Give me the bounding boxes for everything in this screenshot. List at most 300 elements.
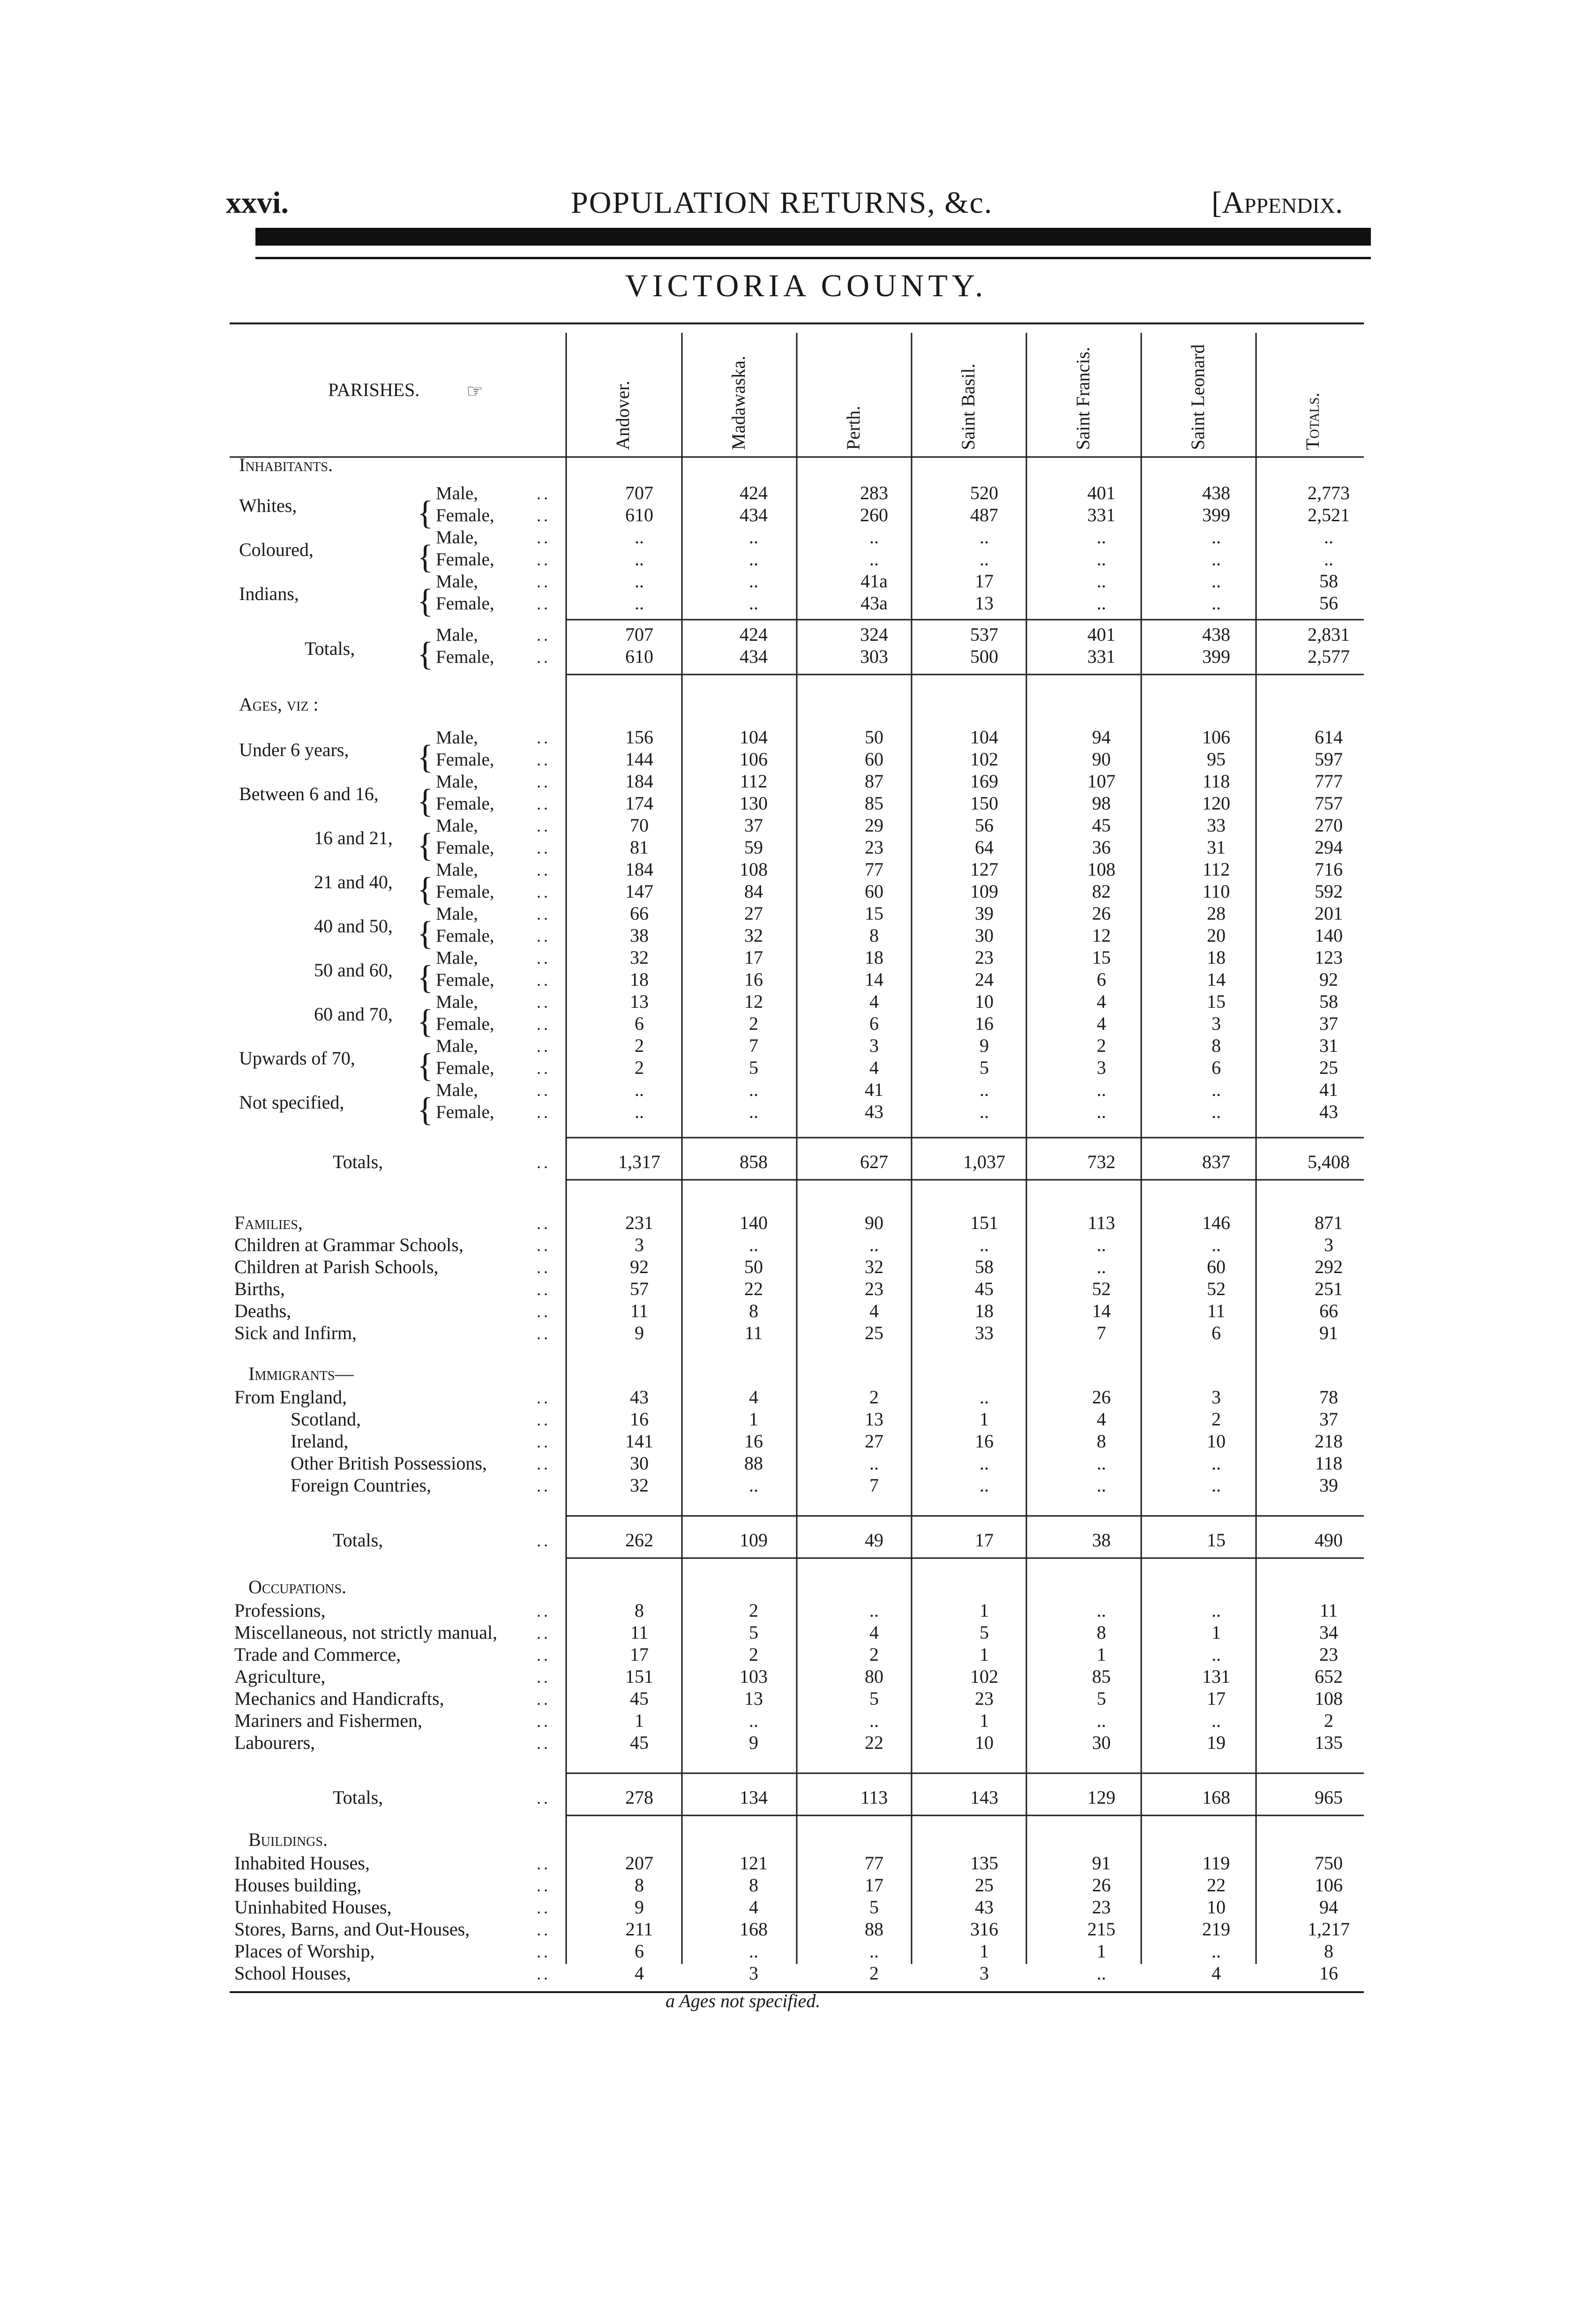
whites-row-female-cell-1: 434 — [740, 504, 768, 525]
under6-row-female-label: Female, — [436, 750, 494, 770]
coloured-row-male-cell-3: .. — [980, 526, 989, 547]
not-specified-row-female-cell-3: .. — [980, 1101, 989, 1122]
professions-row-cell-3: 1 — [980, 1600, 989, 1621]
not-specified-row-female-cell-2: 43 — [865, 1101, 883, 1122]
ages40-50-row-male-cell-6: 201 — [1315, 903, 1343, 924]
ages21-40-row-male-cell-6: 716 — [1315, 859, 1343, 880]
under6-row-male-dots: .. — [537, 728, 551, 747]
coloured-row-female-cell-4: .. — [1097, 548, 1106, 570]
ages40-50-row-male-cell-4: 26 — [1092, 903, 1111, 924]
ages60-70-row-female-cell-1: 2 — [749, 1013, 758, 1034]
section-inhabitants: Inhabitants. — [239, 454, 333, 475]
section-occupations: Occupations. — [248, 1576, 347, 1597]
building-row-cell-6: 106 — [1315, 1874, 1343, 1896]
trade-row-cell-6: 23 — [1319, 1644, 1338, 1665]
indians-row-brace: { — [417, 582, 434, 620]
ages40-50-row-female-cell-6: 140 — [1315, 925, 1343, 946]
misc-row-cell-3: 5 — [980, 1622, 989, 1643]
ages60-70-row-brace: { — [417, 1003, 434, 1040]
coloured-row-female-cell-0: .. — [635, 548, 644, 570]
ages60-70-row-female-cell-2: 6 — [869, 1013, 879, 1034]
under6-row-female-cell-1: 106 — [740, 749, 768, 770]
not-specified-row-male-cell-6: 41 — [1319, 1079, 1338, 1100]
sick-row-cell-0: 9 — [635, 1322, 644, 1343]
misc-row-cell-6: 34 — [1319, 1622, 1338, 1643]
inhabited-row-cell-6: 750 — [1315, 1852, 1343, 1874]
stores-row-cell-3: 316 — [970, 1919, 998, 1940]
agriculture-row-label: Agriculture, — [234, 1666, 326, 1687]
county-title: VICTORIA COUNTY. — [625, 268, 987, 303]
upwards70-row-male-cell-4: 2 — [1097, 1035, 1106, 1056]
occupations-totals-cell-0: 278 — [625, 1787, 653, 1808]
inhabitants-totals-male-cell-3: 537 — [970, 624, 998, 645]
upwards70-row-male-cell-2: 3 — [869, 1035, 879, 1056]
ages60-70-row-female-cell-6: 37 — [1319, 1013, 1338, 1034]
coloured-row-female-cell-6: .. — [1324, 548, 1333, 570]
inhabitants-totals-female-cell-1: 434 — [740, 646, 768, 667]
ages-totals-cell-1: 858 — [740, 1151, 768, 1172]
whites-row-male-cell-1: 424 — [740, 482, 768, 503]
not-specified-row-female-cell-0: .. — [635, 1101, 644, 1122]
ireland-row-dots: .. — [537, 1432, 551, 1451]
england-row-dots: .. — [537, 1388, 551, 1407]
under6-row-male-cell-5: 106 — [1202, 727, 1230, 748]
ages21-40-row-male-dots: .. — [537, 861, 551, 879]
sick-row-label: Sick and Infirm, — [234, 1322, 357, 1343]
ages50-60-row-male-cell-3: 23 — [975, 947, 994, 968]
not-specified-row-male-cell-5: .. — [1212, 1079, 1221, 1100]
indians-row-male-cell-1: .. — [749, 570, 758, 592]
mariners-row-cell-0: 1 — [635, 1710, 644, 1731]
agriculture-row-cell-6: 652 — [1315, 1666, 1343, 1687]
column-heading-1: Madawaska. — [728, 355, 749, 450]
foreign-row-label: Foreign Countries, — [291, 1475, 431, 1496]
occupations-totals-cell-6: 965 — [1315, 1787, 1343, 1808]
worship-row-cell-3: 1 — [980, 1941, 989, 1962]
professions-row-cell-6: 11 — [1319, 1600, 1338, 1621]
parish-row-cell-5: 60 — [1207, 1256, 1226, 1277]
column-heading-2: Perth. — [843, 405, 864, 450]
misc-row-dots: .. — [537, 1624, 551, 1642]
agriculture-row-cell-3: 102 — [970, 1666, 998, 1687]
between6-16-row-male-cell-1: 112 — [740, 771, 768, 792]
building-row-label: Houses building, — [234, 1874, 362, 1896]
upwards70-row-female-cell-4: 3 — [1097, 1057, 1106, 1078]
between6-16-row-female-cell-6: 757 — [1315, 793, 1343, 814]
header-rule-thin — [255, 257, 1371, 259]
inhabitants-totals-male-label: Male, — [436, 625, 478, 645]
professions-row-label: Professions, — [234, 1600, 326, 1621]
families-row-cell-1: 140 — [740, 1212, 768, 1233]
ages50-60-row-female-label: Female, — [436, 970, 494, 990]
foreign-row-cell-1: .. — [749, 1475, 758, 1496]
indians-row-male-cell-3: 17 — [975, 570, 994, 592]
school-row-dots: .. — [537, 1964, 551, 1983]
indians-row-female-cell-0: .. — [635, 592, 644, 614]
under6-row-male-cell-6: 614 — [1315, 727, 1343, 748]
deaths-row-cell-6: 66 — [1319, 1300, 1338, 1321]
coloured-row-female-cell-3: .. — [980, 548, 989, 570]
worship-row-label: Places of Worship, — [234, 1941, 375, 1962]
immigrants-totals-cell-2: 49 — [865, 1529, 883, 1551]
agriculture-row-cell-1: 103 — [740, 1666, 768, 1687]
other-british-row-label: Other British Possessions, — [291, 1453, 487, 1474]
parish-row-cell-0: 92 — [630, 1256, 649, 1277]
ages-totals-cell-6: 5,408 — [1308, 1151, 1350, 1172]
indians-row-female-cell-4: .. — [1097, 592, 1106, 614]
births-row-cell-2: 23 — [865, 1278, 883, 1299]
page-number: xxvi. — [226, 186, 289, 220]
column-heading-3: Saint Basil. — [958, 363, 979, 450]
inhabitants-totals-male-cell-5: 438 — [1202, 624, 1230, 645]
mariners-row-cell-5: .. — [1212, 1710, 1221, 1731]
foreign-row-cell-6: 39 — [1319, 1475, 1338, 1496]
ages16-21-row-female-cell-5: 31 — [1207, 837, 1226, 858]
ages16-21-row-brace: { — [417, 826, 434, 864]
coloured-row-label: Coloured, — [239, 539, 314, 560]
inhabited-row-cell-2: 77 — [865, 1852, 883, 1874]
ages21-40-row-brace: { — [417, 870, 434, 908]
ages21-40-row-male-cell-3: 127 — [970, 859, 998, 880]
immigrants-totals-dots: .. — [537, 1531, 551, 1550]
under6-row-male-cell-3: 104 — [970, 727, 998, 748]
ages40-50-row-male-cell-0: 66 — [630, 903, 649, 924]
worship-row-cell-1: .. — [749, 1941, 758, 1962]
coloured-row-male-dots: .. — [537, 528, 551, 547]
ages50-60-row-female-cell-4: 6 — [1097, 969, 1106, 990]
scotland-row-cell-5: 2 — [1212, 1409, 1221, 1430]
ages-totals-cell-4: 732 — [1087, 1151, 1115, 1172]
ages21-40-row-female-cell-2: 60 — [865, 881, 883, 902]
under6-row-female-cell-4: 90 — [1092, 749, 1111, 770]
upwards70-row-female-cell-3: 5 — [980, 1057, 989, 1078]
labourers-row-cell-2: 22 — [865, 1732, 883, 1753]
ages21-40-row-female-label: Female, — [436, 882, 494, 902]
inhabited-row-cell-5: 119 — [1202, 1852, 1230, 1874]
worship-row-cell-4: 1 — [1097, 1941, 1106, 1962]
other-british-row-cell-3: .. — [980, 1453, 989, 1474]
not-specified-row-label: Not specified, — [239, 1092, 344, 1113]
ages60-70-row-female-cell-3: 16 — [975, 1013, 994, 1034]
ages60-70-row-female-cell-0: 6 — [635, 1013, 644, 1034]
misc-row-cell-0: 11 — [630, 1622, 649, 1643]
ages40-50-row-male-dots: .. — [537, 905, 551, 923]
sick-row-cell-1: 11 — [744, 1322, 763, 1343]
ages21-40-row-label: 21 and 40, — [314, 871, 393, 892]
ages60-70-row-male-cell-5: 15 — [1207, 991, 1226, 1012]
ages40-50-row-female-cell-5: 20 — [1207, 925, 1226, 946]
column-heading-6: Totals. — [1302, 392, 1323, 450]
whites-row-female-cell-2: 260 — [860, 504, 888, 525]
mechanics-row-cell-1: 13 — [744, 1688, 763, 1709]
ages16-21-row-female-cell-4: 36 — [1092, 837, 1111, 858]
appendix-label: [Appendix. — [1212, 186, 1343, 220]
occupations-totals-cell-2: 113 — [860, 1787, 888, 1808]
mechanics-row-cell-4: 5 — [1097, 1688, 1106, 1709]
ages40-50-row-male-cell-1: 27 — [744, 903, 763, 924]
ages21-40-row-female-cell-5: 110 — [1202, 881, 1230, 902]
immigrants-totals-cell-4: 38 — [1092, 1529, 1111, 1551]
whites-row-female-cell-6: 2,521 — [1308, 504, 1350, 525]
worship-row-cell-6: 8 — [1324, 1941, 1333, 1962]
births-row-dots: .. — [537, 1280, 551, 1299]
upwards70-row-female-cell-5: 6 — [1212, 1057, 1221, 1078]
building-row-dots: .. — [537, 1876, 551, 1895]
indians-row-male-dots: .. — [537, 572, 551, 591]
scotland-row-cell-4: 4 — [1097, 1409, 1106, 1430]
sick-row-cell-4: 7 — [1097, 1322, 1106, 1343]
scotland-row-label: Scotland, — [291, 1409, 361, 1430]
whites-row-male-label: Male, — [436, 483, 478, 503]
under6-row-female-dots: .. — [537, 750, 551, 769]
coloured-row-female-cell-2: .. — [869, 548, 879, 570]
ireland-row-cell-5: 10 — [1207, 1431, 1226, 1452]
trade-row-cell-1: 2 — [749, 1644, 758, 1665]
families-label: Families, — [234, 1212, 303, 1233]
building-row-cell-4: 26 — [1092, 1874, 1111, 1896]
occupations-totals-cell-3: 143 — [970, 1787, 998, 1808]
grammar-row-cell-4: .. — [1097, 1234, 1106, 1255]
mechanics-row-label: Mechanics and Handicrafts, — [234, 1688, 444, 1709]
other-british-row-cell-5: .. — [1212, 1453, 1221, 1474]
ages21-40-row-female-cell-6: 592 — [1315, 881, 1343, 902]
running-title: POPULATION RETURNS, &c. — [571, 186, 993, 220]
between6-16-row-female-dots: .. — [537, 795, 551, 813]
column-heading-4: Saint Francis. — [1072, 347, 1093, 450]
labourers-row-cell-6: 135 — [1315, 1732, 1343, 1753]
inhabitants-totals-male-cell-2: 324 — [860, 624, 888, 645]
uninhabited-row-cell-3: 43 — [975, 1897, 994, 1918]
ages50-60-row-male-cell-0: 32 — [630, 947, 649, 968]
coloured-row-male-label: Male, — [436, 527, 478, 547]
ages40-50-row-female-cell-0: 38 — [630, 925, 649, 946]
inhabitants-totals-male-cell-6: 2,831 — [1308, 624, 1350, 645]
mechanics-row-dots: .. — [537, 1690, 551, 1709]
immigrants-totals-cell-1: 109 — [740, 1529, 768, 1551]
sick-row-cell-6: 91 — [1319, 1322, 1338, 1343]
england-row-cell-0: 43 — [630, 1387, 649, 1408]
indians-row-female-cell-1: .. — [749, 592, 758, 614]
scotland-row-cell-0: 16 — [630, 1409, 649, 1430]
england-row-cell-1: 4 — [749, 1387, 758, 1408]
mariners-row-cell-2: .. — [869, 1710, 879, 1731]
trade-row-cell-0: 17 — [630, 1644, 649, 1665]
coloured-row-female-cell-1: .. — [749, 548, 758, 570]
ages40-50-row-female-cell-4: 12 — [1092, 925, 1111, 946]
foreign-row-cell-0: 32 — [630, 1475, 649, 1496]
ages50-60-row-female-dots: .. — [537, 971, 551, 990]
building-row-cell-2: 17 — [865, 1874, 883, 1896]
school-row-cell-6: 16 — [1319, 1963, 1338, 1984]
ireland-row-cell-2: 27 — [865, 1431, 883, 1452]
uninhabited-row-dots: .. — [537, 1898, 551, 1917]
indians-row-male-cell-6: 58 — [1319, 570, 1338, 592]
ireland-row-cell-4: 8 — [1097, 1431, 1106, 1452]
immigrants-totals-cell-5: 15 — [1207, 1529, 1226, 1551]
ages-totals-cell-3: 1,037 — [963, 1151, 1005, 1172]
footnote-text: a Ages not specified. — [666, 1990, 821, 2011]
upwards70-row-label: Upwards of 70, — [239, 1048, 355, 1069]
grammar-row-cell-1: .. — [749, 1234, 758, 1255]
grammar-row-cell-0: 3 — [635, 1234, 644, 1255]
mariners-row-dots: .. — [537, 1712, 551, 1731]
families-row-cell-3: 151 — [970, 1212, 998, 1233]
mechanics-row-cell-6: 108 — [1315, 1688, 1343, 1709]
not-specified-row-male-cell-0: .. — [635, 1079, 644, 1100]
labourers-row-dots: .. — [537, 1734, 551, 1753]
indians-row-female-cell-3: 13 — [975, 592, 994, 614]
ages40-50-row-female-label: Female, — [436, 926, 494, 946]
coloured-row-male-cell-6: .. — [1324, 526, 1333, 547]
indians-row-male-cell-2: 41a — [860, 570, 888, 592]
mariners-row-cell-6: 2 — [1324, 1710, 1333, 1731]
upwards70-row-male-cell-5: 8 — [1212, 1035, 1221, 1056]
between6-16-row-male-cell-5: 118 — [1202, 771, 1230, 792]
inhabited-row-cell-0: 207 — [625, 1852, 653, 1874]
foreign-row-cell-4: .. — [1097, 1475, 1106, 1496]
ages50-60-row-male-cell-6: 123 — [1315, 947, 1343, 968]
ages50-60-row-female-cell-6: 92 — [1319, 969, 1338, 990]
not-specified-row-female-label: Female, — [436, 1102, 494, 1122]
ages21-40-row-female-cell-0: 147 — [625, 881, 653, 902]
ages40-50-row-male-label: Male, — [436, 904, 478, 924]
between6-16-row-male-cell-6: 777 — [1315, 771, 1343, 792]
ages40-50-row-female-cell-1: 32 — [744, 925, 763, 946]
sick-row-cell-5: 6 — [1212, 1322, 1221, 1343]
upwards70-row-brace: { — [417, 1047, 434, 1084]
coloured-row-male-cell-1: .. — [749, 526, 758, 547]
stores-row-cell-2: 88 — [865, 1919, 883, 1940]
ages16-21-row-male-dots: .. — [537, 817, 551, 835]
other-british-row-cell-6: 118 — [1315, 1453, 1343, 1474]
ages40-50-row-female-cell-3: 30 — [975, 925, 994, 946]
worship-row-cell-2: .. — [869, 1941, 879, 1962]
misc-row-cell-5: 1 — [1212, 1622, 1221, 1643]
trade-row-cell-2: 2 — [869, 1644, 879, 1665]
indians-row-male-label: Male, — [436, 571, 478, 592]
whites-row-female-cell-0: 610 — [625, 504, 653, 525]
whites-row-male-cell-3: 520 — [970, 482, 998, 503]
ages60-70-row-male-cell-0: 13 — [630, 991, 649, 1012]
school-row-cell-1: 3 — [749, 1963, 758, 1984]
foreign-row-cell-3: .. — [980, 1475, 989, 1496]
whites-row-male-dots: .. — [537, 484, 551, 503]
inhabitants-totals-label: Totals, — [305, 638, 355, 659]
ages16-21-row-female-label: Female, — [436, 838, 494, 858]
deaths-row-cell-4: 14 — [1092, 1300, 1111, 1321]
section-buildings: Buildings. — [248, 1829, 328, 1850]
ages-totals-cell-0: 1,317 — [618, 1151, 660, 1172]
trade-row-dots: .. — [537, 1646, 551, 1664]
school-row-cell-2: 2 — [869, 1963, 879, 1984]
between6-16-row-female-cell-5: 120 — [1202, 793, 1230, 814]
ages16-21-row-male-cell-5: 33 — [1207, 815, 1226, 836]
inhabitants-totals-female-dots: .. — [537, 648, 551, 667]
labourers-row-cell-1: 9 — [749, 1732, 758, 1753]
building-row-cell-5: 22 — [1207, 1874, 1226, 1896]
ages21-40-row-female-cell-3: 109 — [970, 881, 998, 902]
coloured-row-male-cell-2: .. — [869, 526, 879, 547]
other-british-row-cell-4: .. — [1097, 1453, 1106, 1474]
england-row-cell-2: 2 — [869, 1387, 879, 1408]
upwards70-row-female-cell-1: 5 — [749, 1057, 758, 1078]
other-british-row-cell-2: .. — [869, 1453, 879, 1474]
ages16-21-row-label: 16 and 21, — [314, 827, 393, 848]
under6-row-male-label: Male, — [436, 727, 478, 748]
population-table-area — [230, 305, 1364, 1984]
between6-16-row-male-cell-0: 184 — [625, 771, 653, 792]
grammar-row-cell-2: .. — [869, 1234, 879, 1255]
professions-row-cell-5: .. — [1212, 1600, 1221, 1621]
ages60-70-row-female-cell-5: 3 — [1212, 1013, 1221, 1034]
between6-16-row-male-cell-3: 169 — [970, 771, 998, 792]
foreign-row-cell-5: .. — [1212, 1475, 1221, 1496]
mariners-row-label: Mariners and Fishermen, — [234, 1710, 423, 1731]
deaths-row-dots: .. — [537, 1302, 551, 1321]
ireland-row-cell-1: 16 — [744, 1431, 763, 1452]
inhabitants-totals-female-cell-5: 399 — [1202, 646, 1230, 667]
section-immigrants: Immigrants— — [248, 1363, 354, 1384]
not-specified-row-male-cell-2: 41 — [865, 1079, 883, 1100]
inhabitants-totals-female-label: Female, — [436, 647, 494, 667]
whites-row-female-cell-4: 331 — [1087, 504, 1115, 525]
whites-row-male-cell-5: 438 — [1202, 482, 1230, 503]
sick-row-cell-3: 33 — [975, 1322, 994, 1343]
pointing-hand-icon: ☞ — [466, 381, 483, 402]
uninhabited-row-cell-0: 9 — [635, 1897, 644, 1918]
not-specified-row-female-cell-6: 43 — [1319, 1101, 1338, 1122]
grammar-row-cell-5: .. — [1212, 1234, 1221, 1255]
stores-row-label: Stores, Barns, and Out-Houses, — [234, 1919, 470, 1940]
upwards70-row-male-label: Male, — [436, 1036, 478, 1056]
occupations-totals-cell-1: 134 — [740, 1787, 768, 1808]
indians-row-male-cell-5: .. — [1212, 570, 1221, 592]
immigrants-totals-cell-0: 262 — [625, 1529, 653, 1551]
building-row-cell-1: 8 — [749, 1874, 758, 1896]
between6-16-row-female-cell-4: 98 — [1092, 793, 1111, 814]
upwards70-row-male-cell-0: 2 — [635, 1035, 644, 1056]
labourers-row-label: Labourers, — [234, 1732, 315, 1753]
ages21-40-row-male-cell-2: 77 — [865, 859, 883, 880]
upwards70-row-male-cell-1: 7 — [749, 1035, 758, 1056]
uninhabited-row-cell-4: 23 — [1092, 1897, 1111, 1918]
misc-row-cell-2: 4 — [869, 1622, 879, 1643]
professions-row-dots: .. — [537, 1602, 551, 1620]
inhabitants-totals-male-cell-0: 707 — [625, 624, 653, 645]
between6-16-row-male-label: Male, — [436, 772, 478, 792]
foreign-row-cell-2: 7 — [869, 1475, 879, 1496]
inhabitants-totals-female-cell-4: 331 — [1087, 646, 1115, 667]
ages50-60-row-male-cell-4: 15 — [1092, 947, 1111, 968]
other-british-row-cell-1: 88 — [744, 1453, 763, 1474]
ages16-21-row-male-cell-1: 37 — [744, 815, 763, 836]
ages16-21-row-female-cell-2: 23 — [865, 837, 883, 858]
building-row-cell-3: 25 — [975, 1874, 994, 1896]
grammar-row-label: Children at Grammar Schools, — [234, 1234, 464, 1255]
indians-row-female-cell-6: 56 — [1319, 592, 1338, 614]
under6-row-male-cell-1: 104 — [740, 727, 768, 748]
inhabited-row-cell-1: 121 — [740, 1852, 768, 1874]
ages16-21-row-male-cell-6: 270 — [1315, 815, 1343, 836]
not-specified-row-female-cell-5: .. — [1212, 1101, 1221, 1122]
between6-16-row-female-cell-0: 174 — [625, 793, 653, 814]
inhabited-row-dots: .. — [537, 1854, 551, 1873]
ages16-21-row-female-cell-0: 81 — [630, 837, 649, 858]
trade-row-cell-5: .. — [1212, 1644, 1221, 1665]
uninhabited-row-cell-5: 10 — [1207, 1897, 1226, 1918]
ages60-70-row-female-dots: .. — [537, 1015, 551, 1034]
deaths-row-cell-5: 11 — [1207, 1300, 1226, 1321]
